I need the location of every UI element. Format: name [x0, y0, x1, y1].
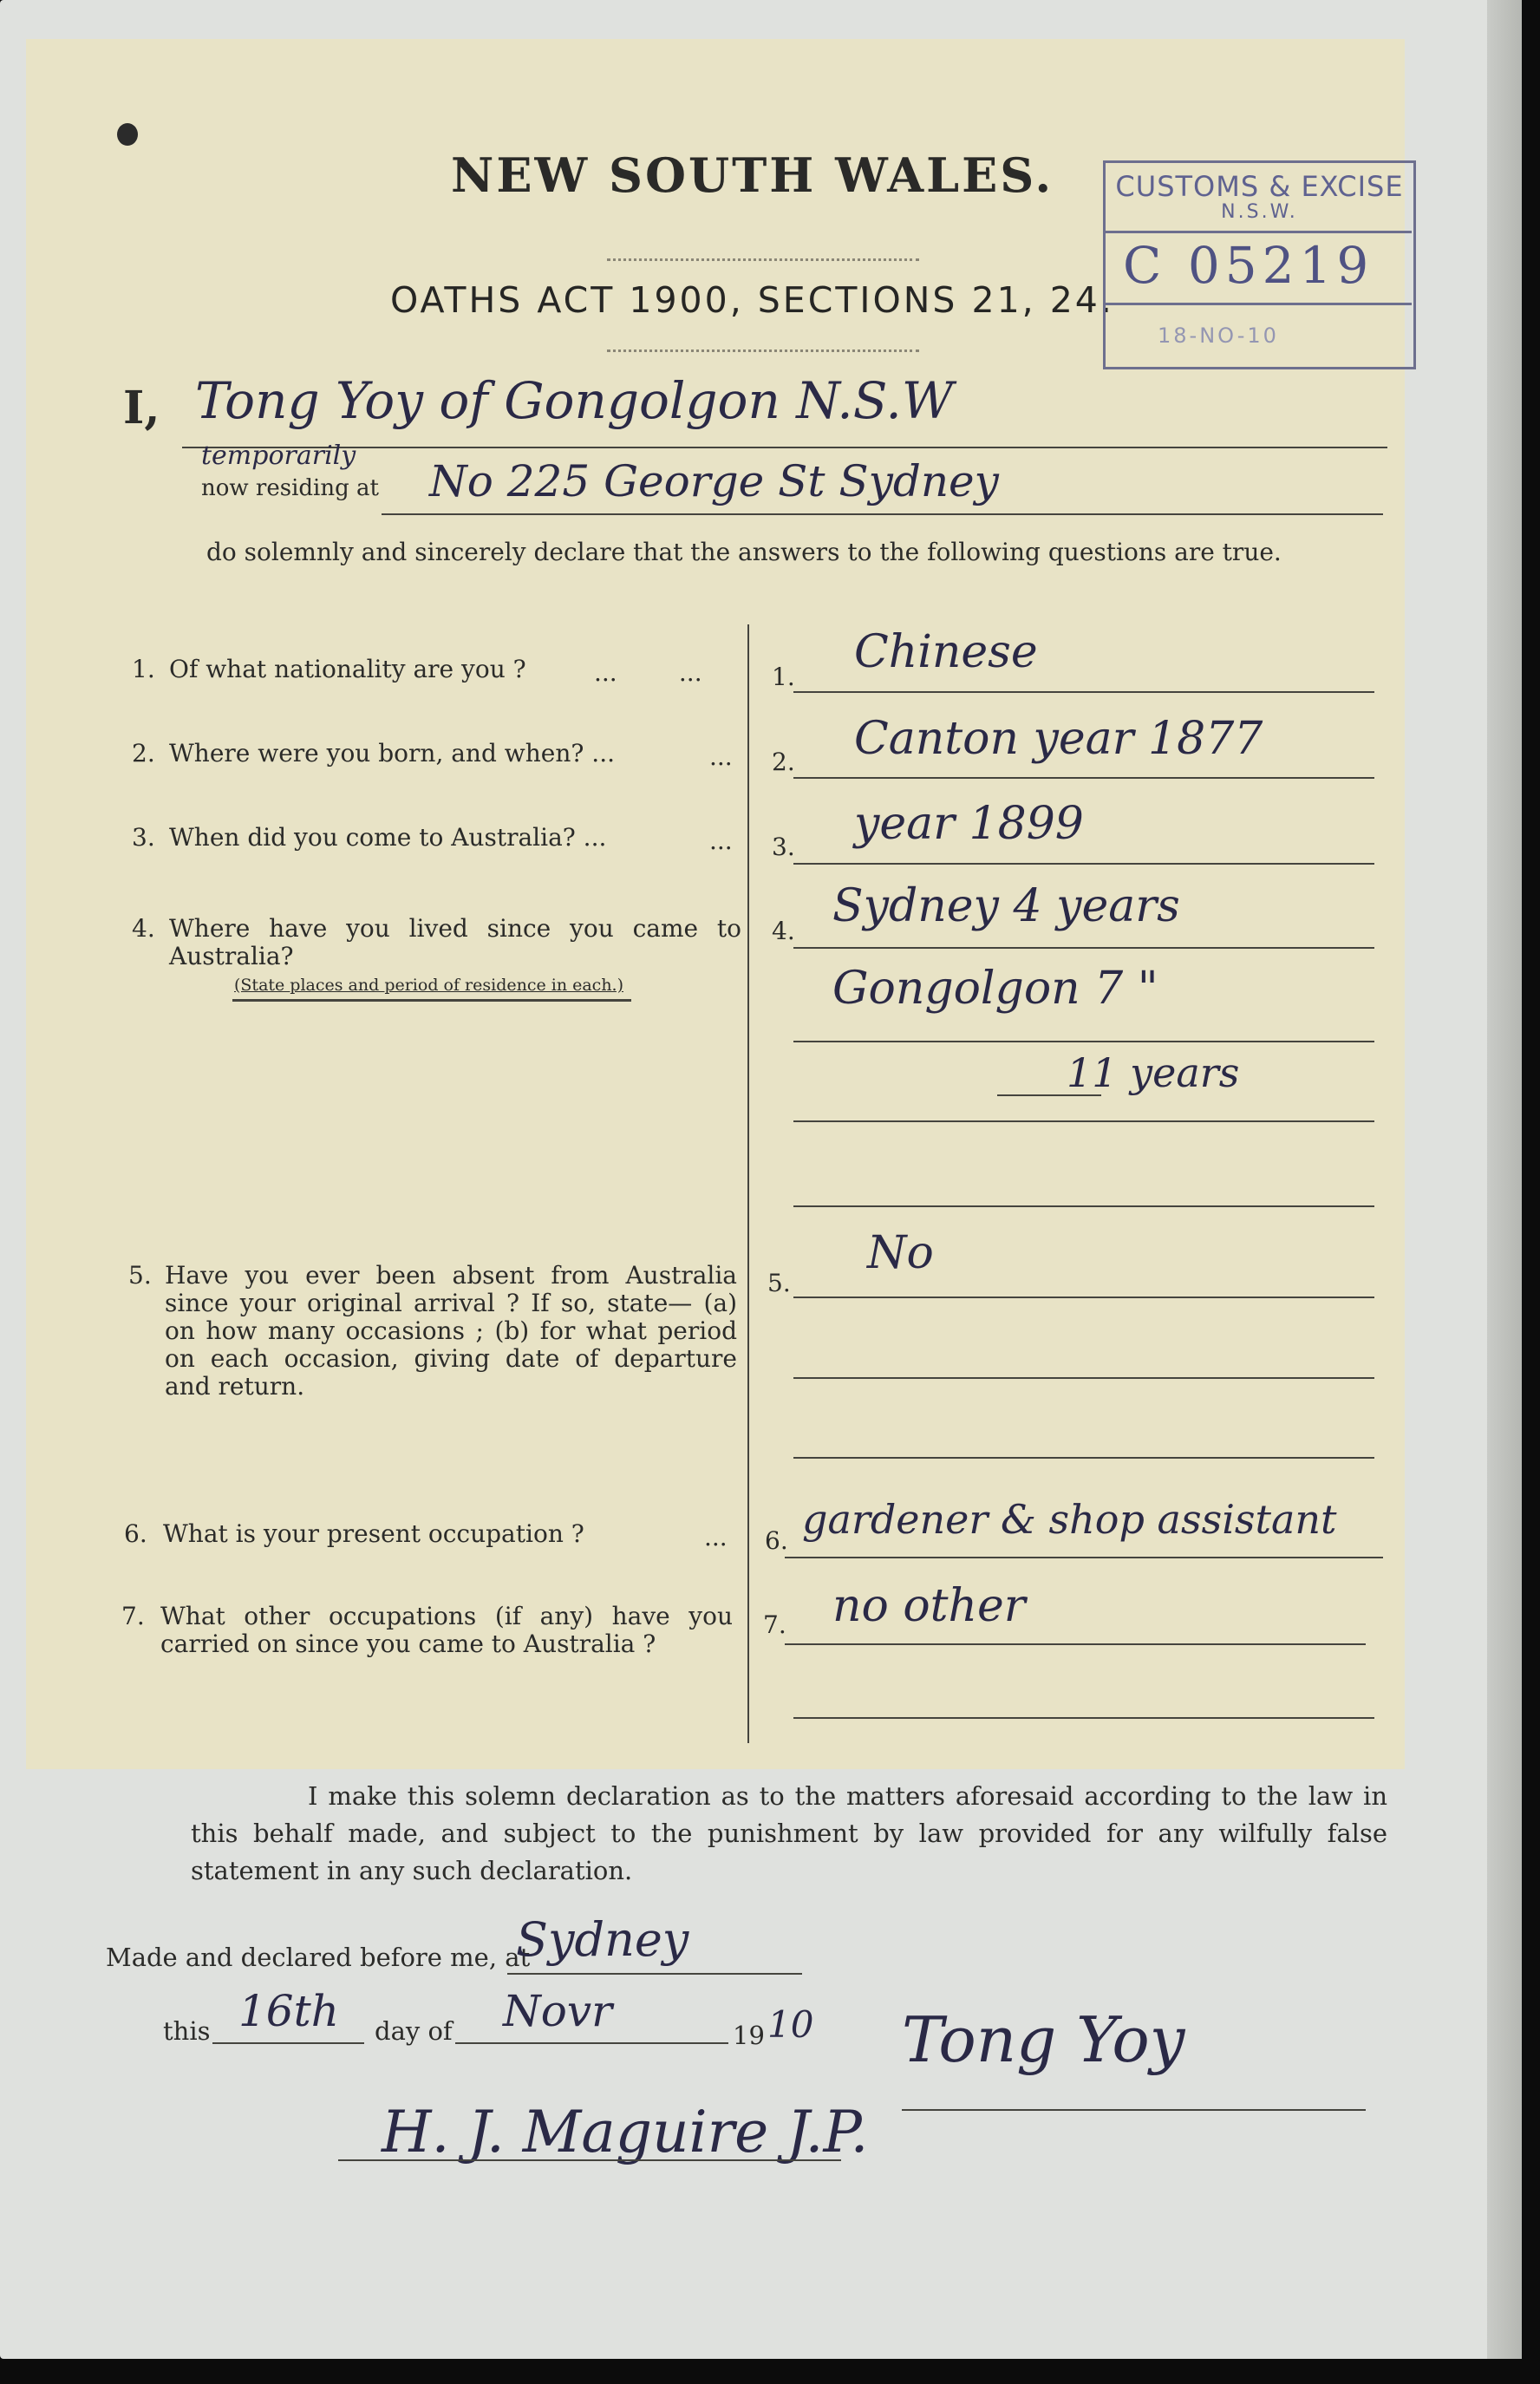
witness-line — [338, 2159, 841, 2161]
form-subtitle: OATHS ACT 1900, SECTIONS 21, 24. — [390, 279, 1114, 321]
answer-1-number: 1. — [772, 663, 795, 691]
made-label: Made and declared before me, at — [106, 1943, 531, 1972]
answer-5-line-3 — [793, 1457, 1374, 1459]
answer-1-line — [793, 691, 1374, 693]
answer-6-line — [785, 1557, 1383, 1558]
answer-5-line-2 — [793, 1377, 1374, 1379]
answer-4-total: 11 years — [1067, 1049, 1240, 1096]
name-line — [182, 447, 1387, 448]
residing-correction: temporarily — [201, 441, 356, 471]
answer-6-number: 6. — [765, 1526, 788, 1555]
answer-4-line-2-rule — [793, 1041, 1374, 1042]
declarant-name: Tong Yoy of Gongolgon N.S.W — [195, 371, 954, 430]
stamp-state: N.S.W. — [1221, 201, 1298, 223]
question-4-text: Where have you lived since you came to Australia? — [169, 914, 741, 970]
signature-line — [902, 2109, 1366, 2111]
residing-address: No 225 George St Sydney — [429, 456, 999, 506]
declarant-signature: Tong Yoy — [902, 2003, 1185, 2076]
question-1-dots: ... ... — [594, 658, 702, 687]
answer-4-line-1-rule — [793, 947, 1374, 949]
question-7-text: What other occupations (if any) have you carried on since you came to Australia ? — [160, 1602, 733, 1658]
question-4-number: 4. — [132, 914, 155, 943]
answer-4-number: 4. — [772, 917, 795, 945]
answer-3-number: 3. — [772, 833, 795, 861]
declaration-intro: do solemnly and sincerely declare that the answers to the following questions are true. — [206, 538, 1282, 566]
question-4-note: (State places and period of residence in each.) — [234, 976, 624, 995]
witness-signature: H. J. Maguire J.P. — [382, 2099, 869, 2165]
question-2-dots: ... — [709, 742, 733, 771]
question-6-dots: ... — [704, 1523, 728, 1551]
residing-label: now residing at — [201, 475, 379, 501]
answer-2-line — [793, 777, 1374, 779]
answer-4-line-1: Sydney 4 years — [832, 880, 1180, 932]
form-title: NEW SOUTH WALES. — [451, 147, 1054, 203]
answer-1: Chinese — [854, 626, 1038, 678]
answer-4-line-2: Gongolgon 7 " — [832, 963, 1158, 1015]
page-edge — [1487, 0, 1522, 2359]
answer-3: year 1899 — [854, 798, 1084, 850]
address-line — [382, 513, 1383, 515]
question-1-number: 1. — [132, 655, 155, 683]
question-3-dots: ... — [709, 826, 733, 855]
answer-2: Canton year 1877 — [854, 713, 1263, 765]
year-prefix: 19 — [733, 2021, 765, 2050]
ink-blot — [117, 123, 138, 146]
answer-2-number: 2. — [772, 748, 795, 776]
declaration-day: 16th — [238, 1986, 339, 2036]
answer-7-line — [785, 1643, 1366, 1645]
answer-4-total-rule — [997, 1094, 1101, 1096]
place-of-declaration: Sydney — [516, 1912, 689, 1967]
day-of-label: day of — [375, 2016, 453, 2046]
question-6-text: What is your present occupation ? — [163, 1519, 584, 1548]
answer-5-number: 5. — [767, 1269, 791, 1297]
answer-3-line — [793, 863, 1374, 865]
stamp-number: C 05219 — [1123, 236, 1374, 295]
question-2-number: 2. — [132, 739, 155, 767]
answer-7-line-2 — [793, 1717, 1374, 1719]
answer-4-line-3-rule — [793, 1120, 1374, 1122]
question-5-number: 5. — [128, 1261, 152, 1290]
stamp-authority: CUSTOMS & EXCISE — [1115, 170, 1404, 203]
question-2-text: Where were you born, and when? ... — [169, 739, 616, 767]
question-3-text: When did you come to Australia? ... — [169, 823, 607, 852]
place-line — [507, 1973, 802, 1975]
question-5-text: Have you ever been absent from Australia since your original arrival ? If so, state— (a) on how many occasions ; (b) for what period on each occasion, giving date of departure and return. — [165, 1261, 737, 1401]
question-3-number: 3. — [132, 823, 155, 852]
declaration-month: Novr — [503, 1986, 613, 2036]
question-7-number: 7. — [121, 1602, 145, 1630]
stamp-date: 18-NO-10 — [1158, 323, 1279, 348]
question-1-text: Of what nationality are you ? — [169, 655, 526, 683]
answer-7: no other — [832, 1580, 1026, 1632]
month-line — [455, 2042, 728, 2044]
answer-4-line-4-rule — [793, 1205, 1374, 1207]
answer-5-line — [793, 1297, 1374, 1298]
year-suffix: 10 — [767, 2003, 814, 2046]
customs-stamp — [1103, 160, 1416, 369]
answer-6: gardener & shop assistant — [802, 1496, 1337, 1543]
subtitle-rule — [607, 349, 919, 352]
answer-7-number: 7. — [763, 1610, 786, 1639]
question-6-number: 6. — [124, 1519, 147, 1548]
this-label: this — [163, 2016, 211, 2046]
solemn-declaration: I make this solemn declaration as to the matters aforesaid according to the law in this behalf made, and subject to the punishment by law provided for any wilfully false statement in any such declaration. — [191, 1781, 1387, 1885]
answer-5: No — [867, 1227, 934, 1279]
question-4-note-rule — [232, 999, 631, 1002]
declarant-prefix: I, — [123, 382, 160, 434]
column-divider — [747, 624, 749, 1743]
day-line — [212, 2042, 364, 2044]
title-rule — [607, 258, 919, 261]
